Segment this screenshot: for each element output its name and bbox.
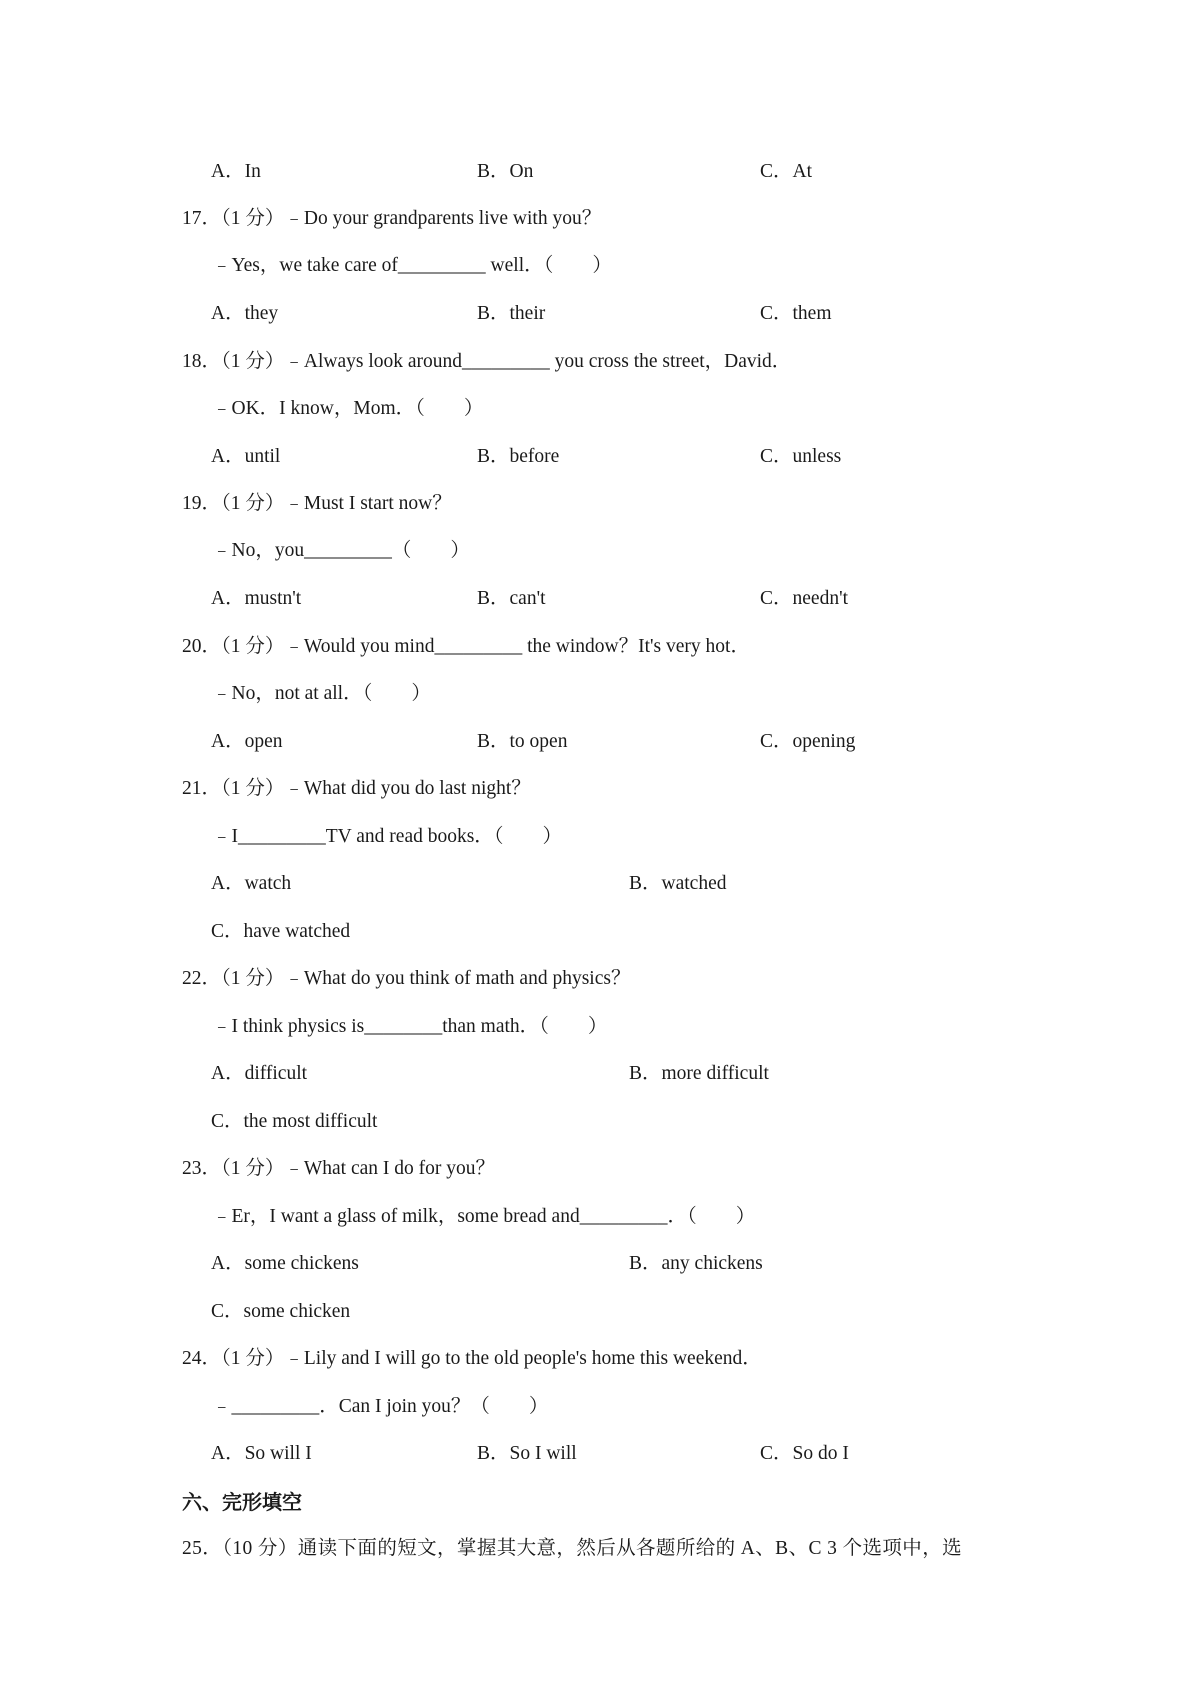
- q24-option-b: B．So I will: [477, 1443, 577, 1464]
- q23-stem: 23．（1 分）﹣What can I do for you？: [182, 1158, 496, 1179]
- q23-option-b: B．any chickens: [629, 1253, 763, 1274]
- q24-option-a: A．So will I: [211, 1443, 312, 1464]
- q23-reply: ﹣Er，I want a glass of milk，some bread and_________．（ ）: [212, 1206, 756, 1227]
- q18-option-a: A．until: [211, 446, 281, 467]
- q16-option-b: B．On: [477, 161, 534, 182]
- q17-reply: ﹣Yes，we take care of_________ well．（ ）: [212, 255, 612, 276]
- q19-option-b: B．can't: [477, 588, 546, 609]
- q17-option-c: C．them: [760, 303, 832, 324]
- q18-stem: 18．（1 分）﹣Always look around_________ you cross the street，David．: [182, 351, 792, 372]
- q20-option-a: A．open: [211, 731, 283, 752]
- q20-option-c: C．opening: [760, 731, 856, 752]
- section-title: 六、完形填空: [182, 1490, 302, 1514]
- q21-stem: 21．（1 分）﹣What did you do last night？: [182, 778, 531, 799]
- q22-reply: ﹣I think physics is________than math．（ ）: [212, 1016, 608, 1037]
- q25-stem: 25．（10 分）通读下面的短文，掌握其大意，然后从各题所给的 A、B、C 3 个选项中，选: [182, 1538, 962, 1559]
- q20-option-b: B．to open: [477, 731, 568, 752]
- q20-stem: 20．（1 分）﹣Would you mind_________ the window？It's very hot．: [182, 636, 750, 657]
- q20-reply: ﹣No，not at all．（ ）: [212, 683, 431, 704]
- q17-option-b: B．their: [477, 303, 546, 324]
- q23-option-a: A．some chickens: [211, 1253, 359, 1274]
- q17-option-a: A．they: [211, 303, 279, 324]
- q22-option-c: C．the most difficult: [211, 1111, 378, 1132]
- q22-stem: 22．（1 分）﹣What do you think of math and physics？: [182, 968, 631, 989]
- q16-option-a: A．In: [211, 161, 261, 182]
- q19-reply: ﹣No，you_________（ ）: [212, 540, 470, 561]
- q18-reply: ﹣OK．I know，Mom．（ ）: [212, 398, 484, 419]
- q24-reply: ﹣_________．Can I join you？（ ）: [212, 1396, 549, 1417]
- q21-option-c: C．have watched: [211, 921, 351, 942]
- q17-stem: 17．（1 分）﹣Do your grandparents live with you？: [182, 208, 602, 229]
- q21-option-a: A．watch: [211, 873, 292, 894]
- q21-option-b: B．watched: [629, 873, 727, 894]
- q24-option-c: C．So do I: [760, 1443, 849, 1464]
- q16-option-c: C．At: [760, 161, 813, 182]
- q22-option-b: B．more difficult: [629, 1063, 769, 1084]
- q18-option-b: B．before: [477, 446, 560, 467]
- q22-option-a: A．difficult: [211, 1063, 308, 1084]
- q19-option-c: C．needn't: [760, 588, 848, 609]
- q24-stem: 24．（1 分）﹣Lily and I will go to the old people's home this weekend．: [182, 1348, 762, 1369]
- q19-stem: 19．（1 分）﹣Must I start now？: [182, 493, 452, 514]
- q23-option-c: C．some chicken: [211, 1301, 351, 1322]
- q18-option-c: C．unless: [760, 446, 842, 467]
- q19-option-a: A．mustn't: [211, 588, 302, 609]
- q21-reply: ﹣I_________TV and read books．（ ）: [212, 826, 563, 847]
